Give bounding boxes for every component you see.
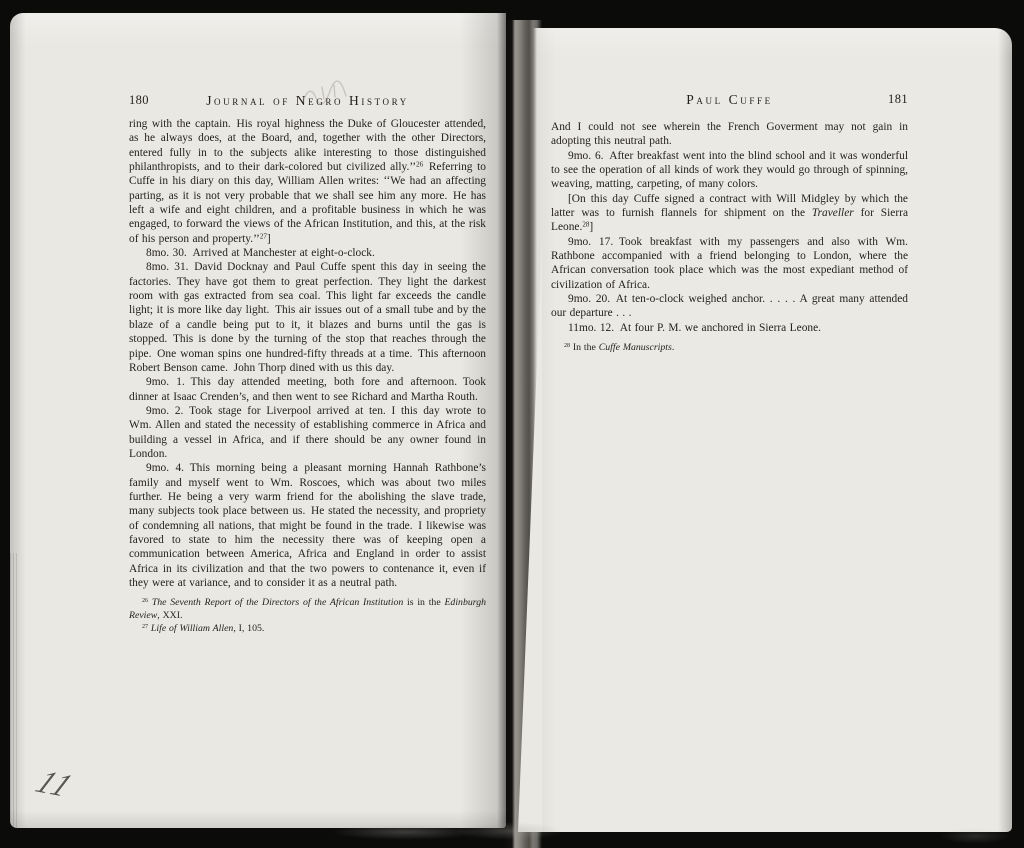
page-edge-lines xyxy=(10,553,19,828)
paragraph: [On this day Cuffe signed a contract with Will Midgley by which the latter was to furnish flannels for shipment on the Traveller for Sierra Leone.$^{28}$] xyxy=(551,192,909,234)
right-page xyxy=(512,28,1012,832)
paragraph: And I could not see wherein the French Goverment may not gain in adopting this neutral path. xyxy=(551,121,908,148)
folio-number-left: 180 xyxy=(129,93,149,107)
paragraph: $^{28}$ In the Cuffe Manuscripts. xyxy=(564,342,675,354)
text-column-right xyxy=(551,120,908,355)
paragraph: 9mo. 6. After breakfast went into the blind school and it was wonderful to see the operation of all kinds of work they would go through of spinning, weaving, matting, carpeting, of many colors. xyxy=(551,149,908,191)
folio-number-right: 181 xyxy=(888,92,908,106)
running-title-right: Paul Cuffe xyxy=(686,92,773,107)
footnotes-right xyxy=(551,342,908,355)
text-column-left xyxy=(129,117,486,635)
paragraph: $^{26}$ The Seventh Report of the Directors of the African Institution is in the Edinburgh Review, XXI. xyxy=(129,597,486,622)
paragraph: 9mo. 1. This day attended meeting, both fore and afternoon. Took dinner at Isaac Crenden’s, and then went to see Richard and Martha Routh. xyxy=(129,376,486,403)
running-header-left xyxy=(129,93,486,109)
handwritten-mark: 11 xyxy=(29,763,82,804)
paragraph: 8mo. 31. David Docknay and Paul Cuffe spent this day in seeing the factories. They have got them to great perfection. They light the darkest room with gas extracted from sea coal. This light far exceeds the candle light; it is more like day light. This air issues out of a small tube and by the blaze of a candle being put to it, it blazes and burns until the gas is stopped. This is done by the turning of the stop that reaches through the pipe. One woman spins one hundred-fifty threads at a time. This afternoon Robert Benson came. John Thorp dined with us this day. xyxy=(129,261,486,374)
paragraph: 9mo. 20. At ten-o-clock weighed anchor. . . . . A great many attended our departure . . . xyxy=(551,293,908,320)
paragraph: 9mo. 17. Took breakfast with my passengers and also with Wm. Rathbone accompanied with a friend belonging to London, where the African conversation took place which was the most expediant method of civilization of Africa. xyxy=(551,235,908,291)
body-text-left xyxy=(129,117,486,590)
paragraph: 8mo. 30. Arrived at Manchester at eight-o-clock. xyxy=(146,247,375,260)
footnotes-left xyxy=(129,597,486,635)
paragraph: ring with the captain. His royal highness the Duke of Gloucester attended, as he always does, at the Board, and, together with the other Directors, entered fully in to the subjects alike interesting to those distinguished philanthropists, and to their dark-colored but civilized ally.’’$^{26}$ Referring to Cuffe in his diary on this day, William Allen writes: ‘‘We had an affecting parting, as it is not very probable that we shall see him any more. He has left a wife and eight children, and a profitable business in which he was engaged, to forward the views of the African Institution, and this, at the risk of his person and property.’’$^{27}$] xyxy=(129,118,486,245)
left-page xyxy=(10,13,506,828)
running-header-right xyxy=(551,92,908,108)
running-title-left: Journal of Negro History xyxy=(206,93,409,108)
body-text-right xyxy=(551,120,908,335)
paragraph: 9mo. 2. Took stage for Liverpool arrived at ten. I this day wrote to Wm. Allen and stated the necessity of establishing commerce in Africa and building a vessel in Africa, and if there should be any owner found in London. xyxy=(129,404,486,460)
paragraph: $^{27}$ Life of William Allen, I, 105. xyxy=(142,622,265,634)
paragraph: 9mo. 4. This morning being a pleasant morning Hannah Rathbone’s family and myself went to Wm. Roscoes, which was about two miles further. He being a very warm friend for the abolishing the slave trade, many subjects took place between us. He stated the necessity, and propriety of condemning all nations, that might be found in the trade. I likewise was favored to state to him the necessity there was of keeping open a communication between America, Africa and England in order to assist Africa in its civilization and that the two powers to contenance it, even if they were at variance, and to consider it as a neutral path. xyxy=(129,462,486,589)
paragraph: 11mo. 12. At four P. M. we anchored in Sierra Leone. xyxy=(568,321,821,334)
